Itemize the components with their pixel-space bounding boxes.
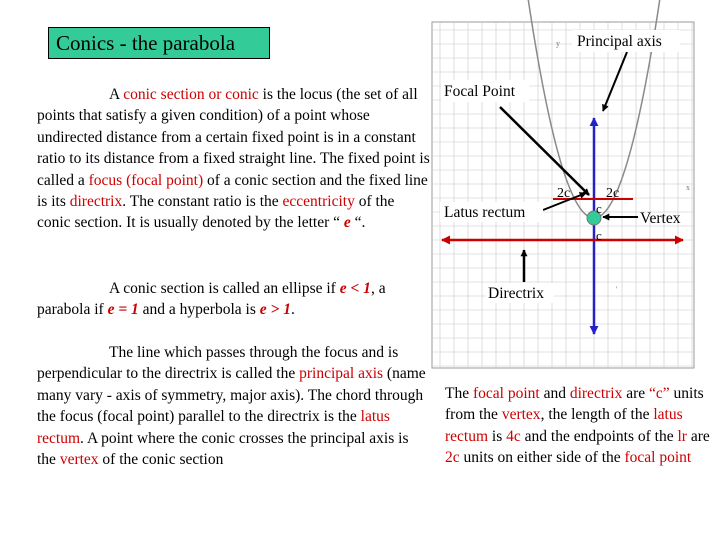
- ellipse-condition: e < 1: [339, 280, 371, 297]
- label-directrix: Directrix: [488, 285, 544, 302]
- tick-label-y: y: [556, 39, 560, 48]
- page-title: Conics - the parabola: [48, 27, 270, 59]
- parabola-condition: e = 1: [107, 301, 139, 319]
- hyperbola-condition: e > 1: [259, 301, 291, 319]
- term-latus-rectum: latus rectum: [37, 408, 390, 447]
- label-latus-rectum: Latus rectum: [444, 204, 526, 221]
- figure-caption: The focal point and directrix are “c” units from the vertex, the length of the latus rectum is 4c and the endpoints of the lr are 2c units on either side of the focal point: [445, 385, 710, 467]
- term-focus: focus (focal point): [88, 171, 204, 189]
- definition-paragraph: A conic section or conic is the locus (the set of all points that satisfy a given condition) of a point whose undirected distance from a certain fixed point is in a constant ratio to its distance from a fixed straight line. The fixed point is called a focus (focal point) of a conic section and the fixed line is its directrix. The constant ratio is the eccentricity of the conic section. It is usually denoted by the letter “ e “.: [37, 86, 430, 232]
- label-c-focus-vertex: c: [596, 201, 602, 216]
- label-focal-point: Focal Point: [444, 83, 516, 100]
- principal-axis-paragraph: The line which passes through the focus and is perpendicular to the directrix is called the principal axis (name many vary - axis of symmetry, major axis). The chord through the focus (focal point) parallel to the directrix is the latus rectum. A point where the conic crosses the principal axis is the vertex of the conic section: [37, 344, 426, 469]
- term-eccentricity: eccentricity: [282, 193, 355, 211]
- term-directrix: directrix: [69, 193, 123, 211]
- label-vertex: Vertex: [640, 210, 681, 227]
- symbol-e: e: [343, 214, 351, 232]
- label-c-vertex-directrix: c: [596, 228, 602, 243]
- term-principal-axis: principal axis: [299, 365, 384, 383]
- term-conic-section: conic section or conic: [123, 86, 259, 103]
- tick-mark: ': [616, 285, 618, 294]
- term-vertex: vertex: [59, 451, 99, 469]
- tick-label-x: x: [686, 183, 690, 192]
- label-principal-axis: Principal axis: [577, 33, 662, 50]
- label-lr-right-2c: 2c: [606, 186, 620, 201]
- label-lr-left-2c: 2c: [557, 186, 571, 201]
- classification-paragraph: A conic section is called an ellipse if e < 1, a parabola if e = 1 and a hyperbola is e > 1.: [37, 280, 386, 319]
